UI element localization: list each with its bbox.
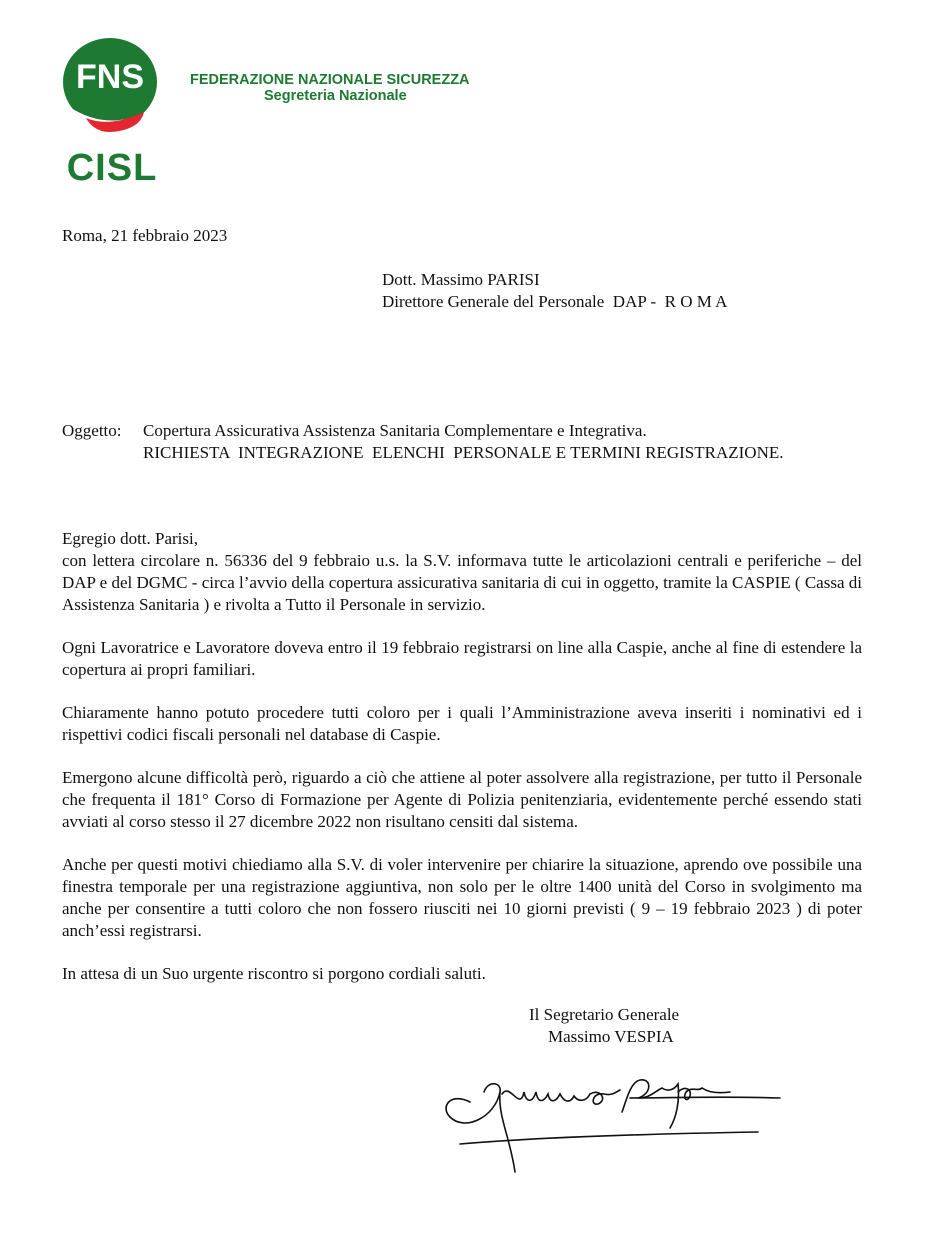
recipient-name: Dott. Massimo PARISI: [382, 270, 540, 289]
paragraph-5: Anche per questi motivi chiediamo alla S.V. di voler intervenire per chiarire la situazione, aprendo ove possibile una finestra temporale per una registrazione aggiuntiva, non solo per le oltre 1400 unità del Corso in svolgimento ma anche per consentire a tutti coloro che non fossero riusciti nei 10 giorni previsti ( 9 – 19 febbraio 2023 ) di poter anch’essi registrarsi.: [62, 855, 862, 940]
paragraph-3: Chiaramente hanno potuto procedere tutti coloro per i quali l’Amministrazione aveva inseriti i nominativi ed i rispettivi codici fiscali personali nel database di Caspie.: [62, 703, 862, 744]
org-unit: Segreteria Nazionale: [264, 88, 407, 104]
paragraph-4: Emergono alcune difficoltà però, riguardo a ciò che attiene al poter assolvere alla registrazione, per tutto il Personale che frequenta il 181° Corso di Formazione per Agente di Polizia penitenziaria, evidentemente perché essendo stati avviati al corso stesso il 27 dicembre 2022 non risultano censiti dal sistema.: [62, 768, 862, 831]
closing-block: [529, 1004, 679, 1048]
salutation: Egregio dott. Parisi,: [62, 529, 198, 548]
organization-header: [190, 72, 470, 104]
paragraph-1: con lettera circolare n. 56336 del 9 febbraio u.s. la S.V. informava tutte le articolazioni centrali e periferiche – del DAP e del DGMC - circa l’avvio della copertura assicurativa sanitaria di cui in oggetto, tramite la CASPIE ( Cassa di Assistenza Sanitaria ) e rivolta a Tutto il Personale in servizio.: [62, 551, 862, 614]
handwritten-signature: [440, 1062, 785, 1182]
subject-line-2: RICHIESTA INTEGRAZIONE ELENCHI PERSONALE E TERMINI REGISTRAZIONE.: [143, 443, 784, 462]
recipient-block: [382, 269, 727, 313]
org-name: FEDERAZIONE NAZIONALE SICUREZZA: [190, 72, 470, 88]
logo-cisl-text: CISL: [66, 147, 158, 184]
subject-label: Oggetto:: [62, 421, 122, 440]
signatory-role: Il Segretario Generale: [529, 1005, 680, 1024]
letter-date: Roma, 21 febbraio 2023: [62, 226, 228, 245]
recipient-title: Direttore Generale del Personale DAP - R O M A: [382, 292, 728, 311]
letter-body: [62, 528, 862, 1006]
paragraph-2: Ogni Lavoratrice e Lavoratore doveva entro il 19 febbraio registrarsi on line alla Caspie, anche al fine di estendere la copertura ai propri familiari.: [62, 638, 862, 679]
logo-fns-text: FNS: [76, 58, 144, 96]
paragraph-6: In attesa di un Suo urgente riscontro si porgono cordiali saluti.: [62, 964, 486, 983]
signatory-name: Massimo VESPIA: [548, 1027, 674, 1046]
fns-cisl-logo: [60, 38, 164, 184]
subject-line-1: Copertura Assicurativa Assistenza Sanitaria Complementare e Integrativa.: [143, 421, 647, 440]
